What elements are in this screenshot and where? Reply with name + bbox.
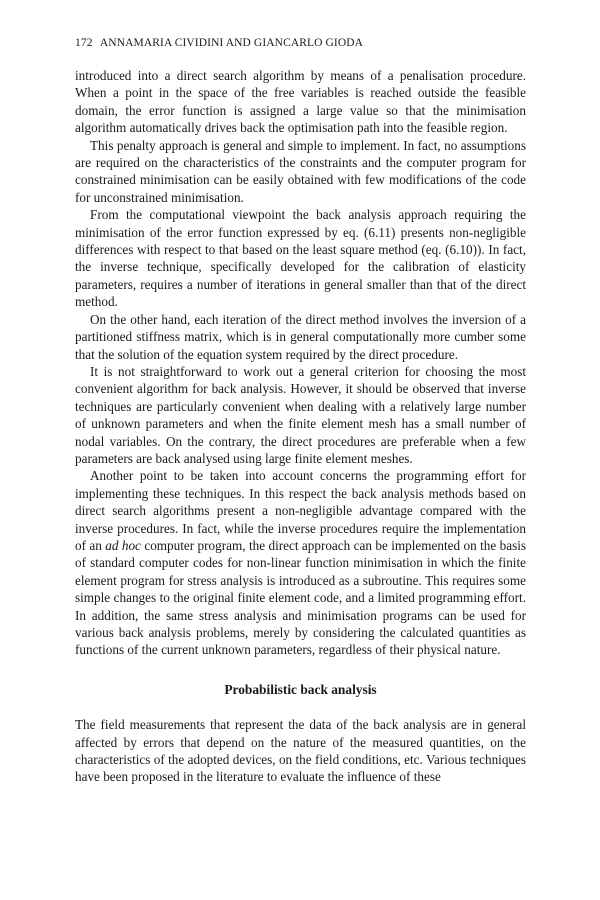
paragraph-general-criterion: It is not straightforward to work out a general criterion for choosing the most convenient algorithm for back analysis. However, it should be observed that inverse techniques are particularly convenient when dealing with a relatively large number of unknown parameters and when the finite element mesh has a small number of nodal variables. On the contrary, the direct procedures are preferable when a few parameters are back analysed using large finite element meshes. (75, 363, 526, 466)
paragraph-text-after-italic: computer program, the direct approach can be implemented on the basis of standard computer codes for non-linear function minimisation in which the finite element program for stress analysis is introduced as a subroutine. This requires some simple changes to the original finite element code, and a limited programming effort. In addition, the same stress analysis and minimisation programs can be used for various back analysis problems, merely by considering the calculated quantities as functions of the current unknown parameters, regardless of their physical nature. (75, 537, 526, 658)
paragraph-penalty-approach: This penalty approach is general and simple to implement. In fact, no assumptions are required on the characteristics of the constraints and the computer program for constrained minimisation can be easily obtained with few modifications of the code for unconstrained minimisation. (75, 137, 526, 205)
paragraph-direct-method-iteration: On the other hand, each iteration of the direct method involves the inversion of a partitioned stiffness matrix, which is in general computationally more cumber some that the solution of the equation system required by the direct procedure. (75, 311, 526, 362)
paragraph-text-before-italic: Another point to be taken into account concerns the programming effort for implementing these techniques. In this respect the back analysis methods based on direct search algorithms present a non-negligible advantage compared with the inverse procedures. In fact, while the inverse procedures require the implementation of an (75, 468, 526, 553)
running-head (75, 37, 363, 49)
body-text (75, 67, 526, 786)
paragraph-computational-viewpoint: From the computational viewpoint the back analysis approach requiring the minimisation of the error function expressed by eq. (6.11) presents non-negligible differences with respect to that based on the least square method (eq. (6.10)). In fact, the inverse technique, specifically developed for the calibration of elasticity parameters, requires a number of iterations in general smaller than that of the direct method. (75, 207, 526, 310)
paragraph-continued: introduced into a direct search algorithm by means of a penalisation procedure. When a point in the space of the free variables is reached outside the feasible domain, the error function is assigned a large value so that the minimisation algorithm automatically drives back the optimisation path into the feasible region. (75, 68, 526, 136)
section-heading: Probabilistic back analysis (224, 681, 377, 697)
page-number: 172 (75, 37, 93, 49)
italic-ad-hoc: ad hoc (105, 537, 141, 553)
paragraph-programming-effort (75, 467, 526, 658)
running-head-authors: ANNAMARIA CIVIDINI AND GIANCARLO GIODA (99, 37, 364, 49)
paragraph-field-measurements: The field measurements that represent the data of the back analysis are in general affected by errors that depend on the nature of the measured quantities, on the characteristics of the adopted devices, on the field conditions, etc. Various techniques have been proposed in the literature to evaluate the influence of these (75, 717, 526, 785)
